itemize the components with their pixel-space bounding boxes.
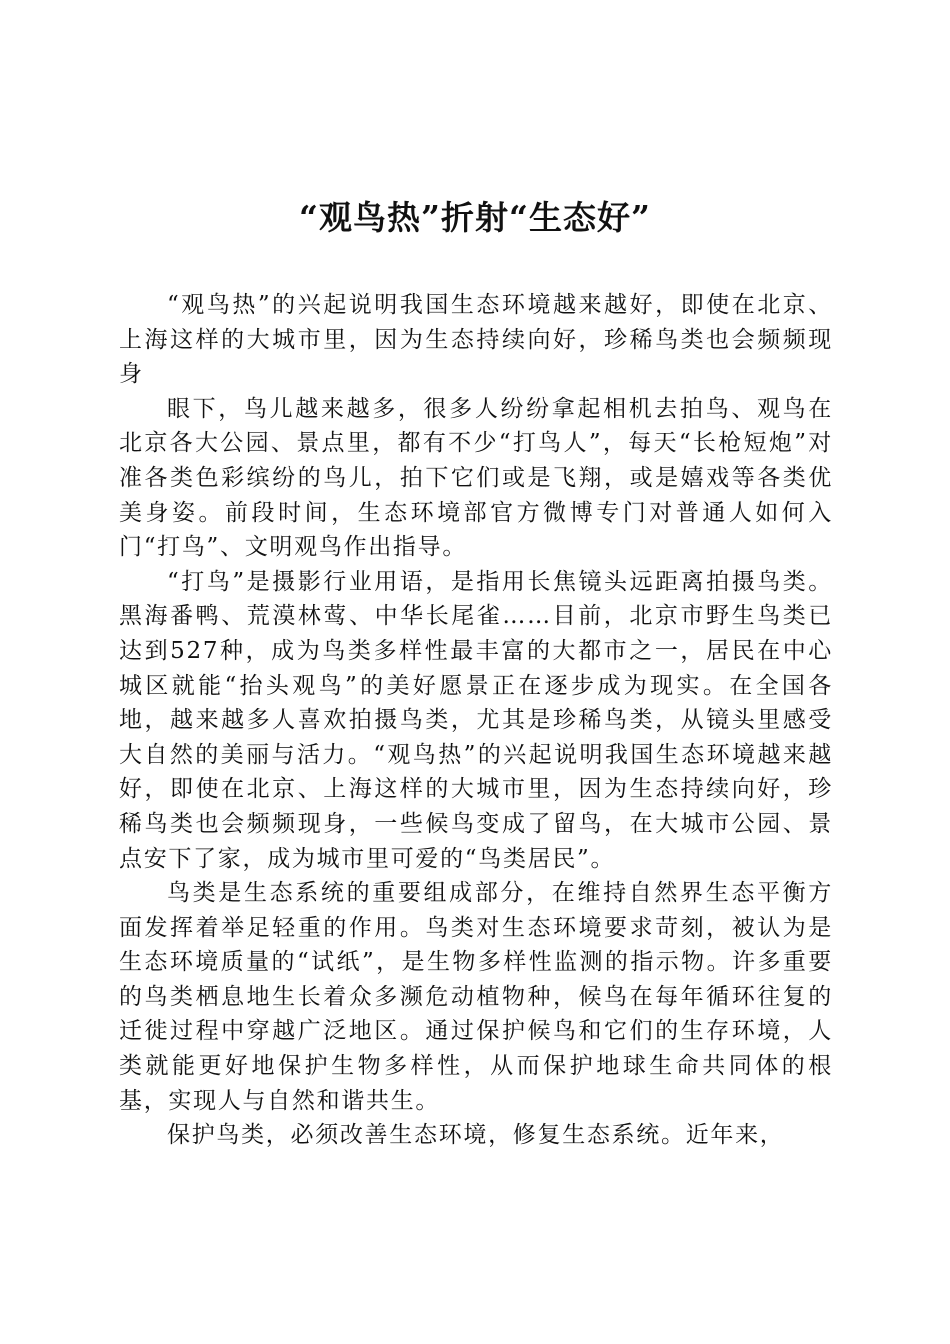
paragraph: 保护鸟类，必须改善生态环境，修复生态系统。近年来， [167,1122,785,1149]
document-title: “观鸟热”折射“生态好” [299,198,651,237]
paragraph: “观鸟热”的兴起说明我国生态环境越来越好，即使在北京、上海这样的大城市里，因为生态持续向好，珍稀鸟类也会频频现身 [119,292,833,388]
paragraph: 鸟类是生态系统的重要组成部分，在维持自然界生态平衡方面发挥着举足轻重的作用。鸟类对生态环境要求苛刻，被认为是生态环境质量的“试纸”，是生物多样性监测的指示物。许多重要的鸟类栖息地生长着众多濒危动植物种，候鸟在每年循环往复的迁徙过程中穿越广泛地区。通过保护候鸟和它们的生存环境，人类就能更好地保护生物多样性，从而保护地球生命共同体的根基，实现人与自然和谐共生。 [119,880,833,1114]
document-body [119,288,833,1153]
paragraph: “打鸟”是摄影行业用语，是指用长焦镜头远距离拍摄鸟类。黑海番鸭、荒漠林莺、中华长尾雀……目前，北京市野生鸟类已达到527种，成为鸟类多样性最丰富的大都市之一，居民在中心城区就能“抬头观鸟”的美好愿景正在逐步成为现实。在全国各地，越来越多人喜欢拍摄鸟类，尤其是珍稀鸟类，从镜头里感受大自然的美丽与活力。“观鸟热”的兴起说明我国生态环境越来越好，即使在北京、上海这样的大城市里，因为生态持续向好，珍稀鸟类也会频频现身，一些候鸟变成了留鸟，在大城市公园、景点安下了家，成为城市里可爱的“鸟类居民”。 [119,568,833,872]
paragraph: 眼下，鸟儿越来越多，很多人纷纷拿起相机去拍鸟、观鸟在北京各大公园、景点里，都有不少“打鸟人”，每天“长枪短炮”对准各类色彩缤纷的鸟儿，拍下它们或是飞翔，或是嬉戏等各类优美身姿。前段时间，生态环境部官方微博专门对普通人如何入门“打鸟”、文明观鸟作出指导。 [119,395,833,561]
